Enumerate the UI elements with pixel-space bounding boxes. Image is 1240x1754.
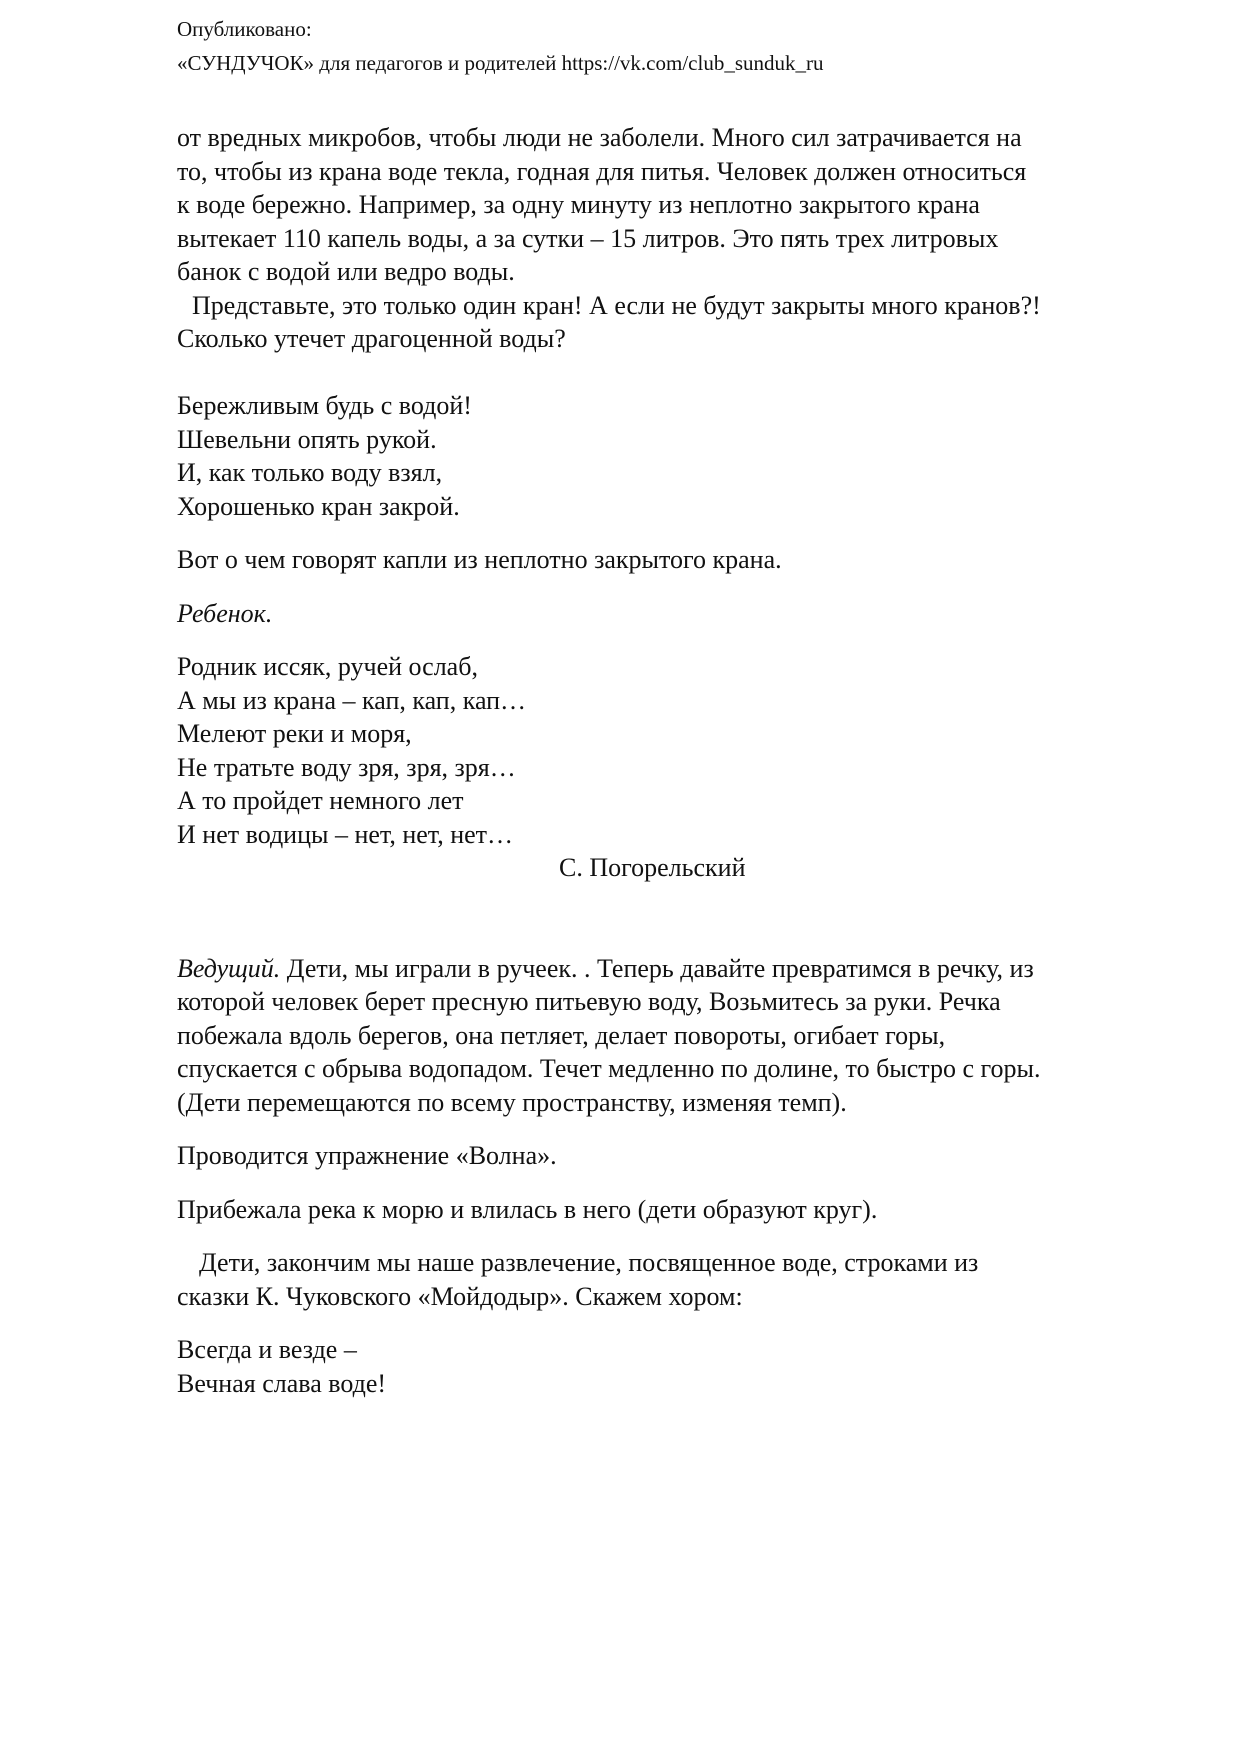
paragraph-line: побежала вдоль берегов, она петляет, делает повороты, огибает горы,: [177, 1020, 946, 1050]
poem-be-thrifty: [177, 389, 1177, 523]
publication-header: [177, 14, 1177, 81]
paragraph-closing: [177, 1246, 1177, 1313]
paragraph-line: спускается с обрыва водопадом. Течет медленно по долине, то быстро с горы.: [177, 1054, 1041, 1083]
poem-line: А то пройдет немного лет: [177, 786, 464, 815]
poem-spring-dried: [177, 650, 1177, 885]
paragraph-line: от вредных микробов, чтобы люди не заболели. Много сил затрачивается на: [177, 123, 1022, 152]
header-source: «СУНДУЧОК» для педагогов и родителей https://vk.com/club_sunduk_ru: [177, 50, 824, 75]
paragraph-line: которой человек берет пресную питьевую воду, Возьмитесь за руки. Речка: [177, 987, 1001, 1016]
paragraph-line: (Дети перемещаются по всему пространству, изменяя темп).: [177, 1087, 847, 1117]
poem-line: Вечная слава воде!: [177, 1368, 387, 1398]
paragraph-line: Дети, мы играли в ручеек. . Теперь давайте превратимся в речку, из: [280, 953, 1034, 983]
paragraph-host-river: [177, 952, 1177, 1120]
header-published-label: Опубликовано:: [177, 17, 312, 41]
paragraph-line: Сколько утечет драгоценной воды?: [177, 324, 566, 353]
poem-line: А мы из крана – кап, кап, кап…: [177, 685, 527, 715]
poem-line: Не тратьте воду зря, зря, зря…: [177, 752, 516, 782]
poem-author: С. Погорельский: [559, 853, 746, 882]
paragraph-line: банок с водой или ведро воды.: [177, 257, 515, 286]
exercise-wave: Проводится упражнение «Волна».: [177, 1141, 557, 1170]
paragraph-imagine: [177, 289, 1177, 356]
host-speaker-label: Ведущий.: [177, 953, 281, 983]
paragraph-line: вытекает 110 капель воды, а за сутки – 15 литров. Это пять трех литровых: [177, 223, 999, 253]
poem-line: Родник иссяк, ручей ослаб,: [177, 652, 478, 681]
paragraph-line: к воде бережно. Например, за одну минуту из неплотно закрытого крана: [177, 190, 980, 219]
document-body: [177, 121, 1177, 1400]
poem-line: Мелеют реки и моря,: [177, 719, 412, 748]
poem-line: И нет водицы – нет, нет, нет…: [177, 819, 514, 849]
poem-line: Всегда и везде –: [177, 1335, 357, 1364]
river-to-sea: Прибежала река к морю и влилась в него (дети образуют круг).: [177, 1194, 878, 1224]
poem-line: Бережливым будь с водой!: [177, 391, 472, 420]
child-speaker-label: Ребенок.: [177, 598, 273, 628]
poem-glory-to-water: [177, 1333, 1177, 1400]
paragraph-line: Дети, закончим мы наше развлечение, посвященное воде, строками из: [199, 1248, 979, 1277]
paragraph-line: сказки К. Чуковского «Мойдодыр». Скажем хором:: [177, 1281, 743, 1311]
poem-line: Хорошенько кран закрой.: [177, 491, 460, 521]
paragraph-line: Представьте, это только один кран! А если не будут закрыты много кранов?!: [192, 290, 1041, 320]
poem-line: Шевельни опять рукой.: [177, 424, 437, 454]
paragraph-water-saving: [177, 121, 1177, 289]
paragraph-line: то, чтобы из крана воде текла, годная для питья. Человек должен относиться: [177, 156, 1027, 186]
poem-line: И, как только воду взял,: [177, 458, 443, 487]
drops-intro: Вот о чем говорят капли из неплотно закрытого крана.: [177, 545, 782, 574]
